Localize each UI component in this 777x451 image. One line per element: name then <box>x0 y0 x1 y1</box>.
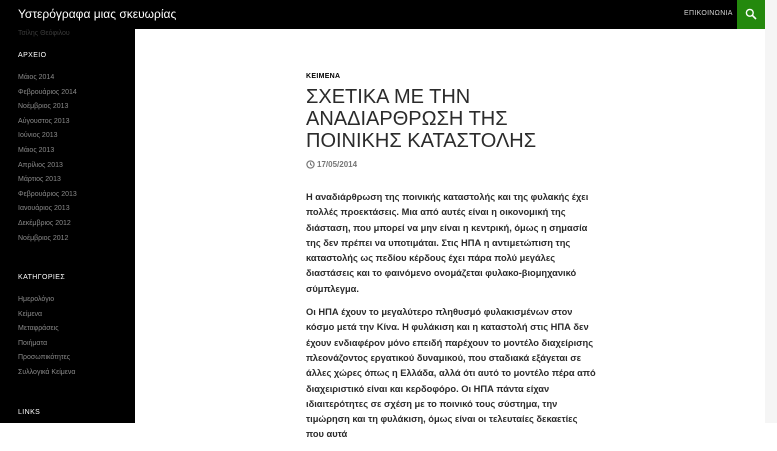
search-button[interactable] <box>737 0 765 29</box>
links-widget-title: LINKS <box>18 409 41 416</box>
archive-widget-title: ΑΡΧΕΙΟ <box>18 52 47 59</box>
post-category-link[interactable]: ΚΕΙΜΕΝΑ <box>306 73 341 80</box>
site-tagline: Τσίλης Θεόφιλου <box>18 30 70 37</box>
archive-item[interactable]: Ιούνιος 2013 <box>18 132 58 140</box>
post-title: ΣΧΕΤΙΚΑ ΜΕ ΤΗΝ ΑΝΑΔΙΑΡΘΡΩΣΗ ΤΗΣ ΠΟΙΝΙΚΗΣ ΚΑΤΑΣΤΟΛΗΣ <box>306 86 537 152</box>
archive-item[interactable]: Νοέμβριος 2013 <box>18 103 69 111</box>
post-body <box>306 190 596 451</box>
archive-item[interactable]: Ιανουάριος 2013 <box>18 205 70 213</box>
archive-item[interactable]: Μάιος 2014 <box>18 74 55 81</box>
category-item[interactable]: Συλλογικά Κείμενα <box>18 368 76 376</box>
archive-item[interactable]: Φεβρουάριος 2013 <box>18 190 77 198</box>
post-date-text: 17/05/2014 <box>317 160 358 169</box>
post-paragraph: Οι ΗΠΑ έχουν το μεγαλύτερο πληθυσμό φυλακισμένων στον κόσμο μετά την Κίνα. Η φυλάκιση και η καταστολή στις ΗΠΑ δεν έχουν ενδιαφέρον μόνο επειδή παρέχουν το μοντέλο διαχείρισης πλεονάζοντος εργατικού δυναμικού, που σταδιακά εξάγεται σε άλλες χώρες όπως η Ελλάδα, αλλά ότι αυτό το μοντέλο πέρα από διαχειριστικό είναι και κερδοφόρο. Οι ΗΠΑ πάντα είχαν ιδιαιτερότητες σε σχέση με το ποινικό τους σύστημα, την τιμώρηση και τη φυλάκιση, όμως είναι οι τελευταίες δεκαετίες που αυτά <box>306 307 596 440</box>
archive-item[interactable]: Αύγουστος 2013 <box>18 117 70 125</box>
categories-list <box>18 293 75 381</box>
post-date[interactable] <box>306 160 357 169</box>
archive-list <box>18 71 77 246</box>
sidebar <box>0 29 135 423</box>
archive-item[interactable]: Μάρτιος 2013 <box>18 176 61 184</box>
category-item[interactable]: Μεταφράσεις <box>18 325 59 333</box>
archive-item[interactable]: Δεκέμβριος 2012 <box>18 219 71 227</box>
site-title[interactable]: Υστερόγραφα μιας σκευωρίας <box>18 7 177 21</box>
site-header <box>0 0 765 29</box>
archive-item[interactable]: Φεβρουάριος 2014 <box>18 88 77 96</box>
categories-widget-title: ΚΑΤΗΓΟΡΙΕΣ <box>18 274 66 281</box>
category-item[interactable]: Ημερολόγιο <box>18 296 55 303</box>
archive-item[interactable]: Απρίλιος 2013 <box>18 161 63 169</box>
nav-link-contact[interactable]: ΕΠΙΚΟΙΝΩΝΙΑ <box>684 10 733 17</box>
archive-item[interactable]: Νοέμβριος 2012 <box>18 234 69 242</box>
category-item[interactable]: Ποιήματα <box>18 339 48 347</box>
archive-item[interactable]: Μάιος 2013 <box>18 146 55 154</box>
post-paragraph: Η αναδιάρθρωση της ποινικής καταστολής και της φυλακής έχει πολλές προεκτάσεις. Μια από αυτές είναι η οικονομική της διάσταση, που μπορεί να μην είναι η κεντρική, όμως η σημασία της δεν πρέπει να υποτιμάται. Στις ΗΠΑ η αντιμετώπιση της καταστολής ως πεδίου κέρδους έχει πάρα πολύ μεγάλες διαστάσεις και το φαινόμενο ονομάζεται φυλακο-βιομηχανικό σύμπλεγμα. <box>306 192 589 294</box>
main-content <box>135 29 765 440</box>
page-margin <box>765 0 777 423</box>
clock-icon <box>306 160 315 169</box>
category-item[interactable]: Προσωπικότητες <box>18 354 71 362</box>
category-item[interactable]: Κείμενα <box>18 310 43 318</box>
search-icon <box>745 8 757 20</box>
